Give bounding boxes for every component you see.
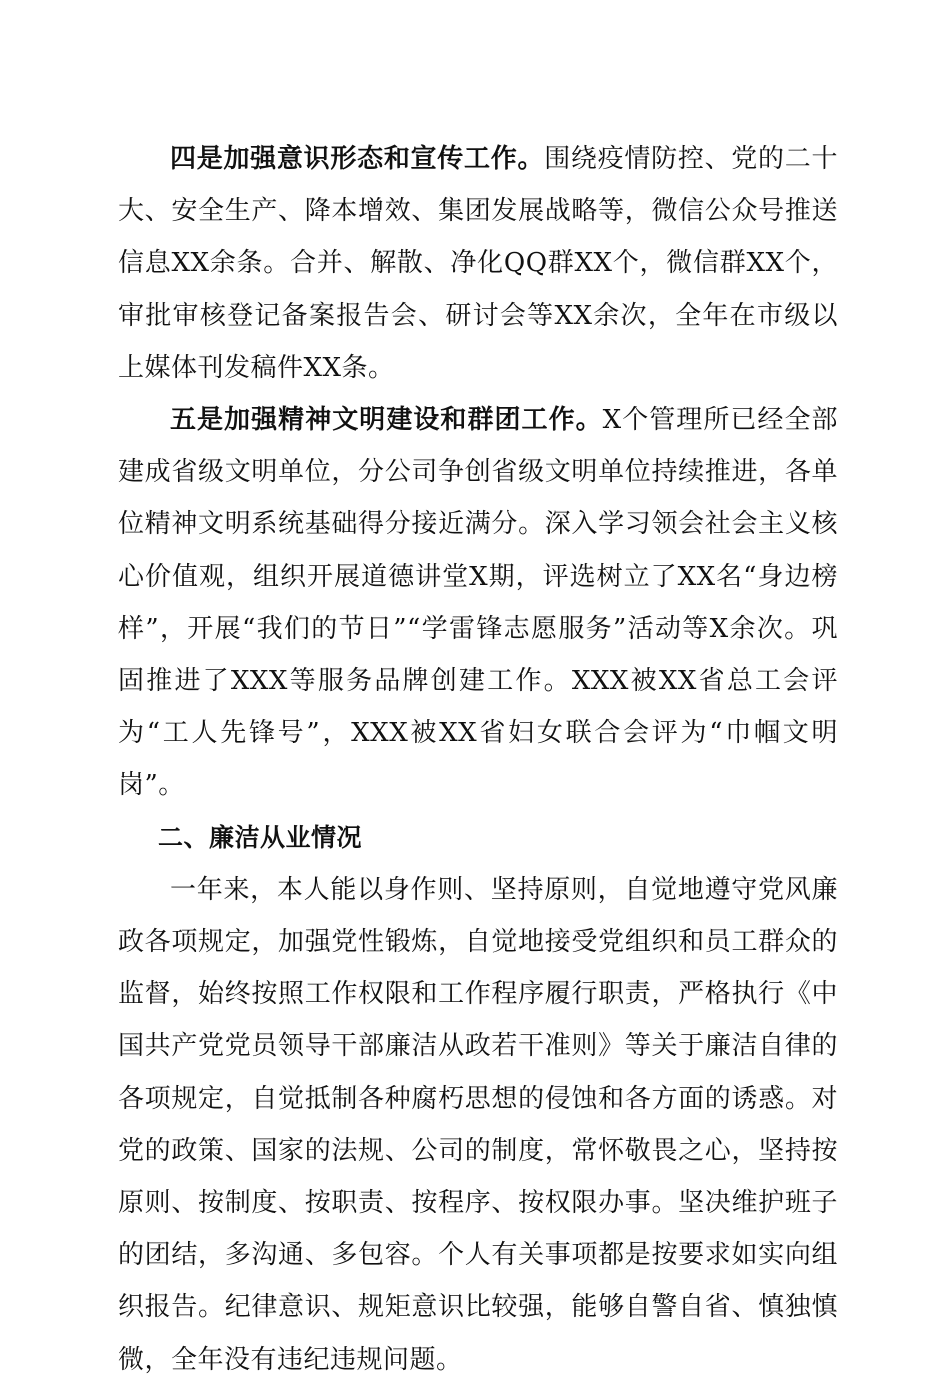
paragraph-civilization-work xyxy=(118,394,838,812)
section-heading-integrity: 二、廉洁从业情况 xyxy=(158,822,363,852)
paragraph-text-civilization: X个管理所已经全部建成省级文明单位，分公司争创省级文明单位持续推进，各单位精神文明系统基础得分接近满分。深入学习领会社会主义核心价值观，组织开展道德讲堂X期，评选树立了XX名“身边榜样”，开展“我们的节日”“学雷锋志愿服务”活动等X余次。巩固推进了XXX等服务品牌创建工作。XXX被XX省总工会评为“工人先锋号”，XXX被XX省妇女联合会评为“巾帼文明岗”。 xyxy=(118,405,838,801)
paragraph-integrity: 一年来，本人能以身作则、坚持原则，自觉地遵守党风廉政各项规定，加强党性锻炼，自觉地接受党组织和员工群众的监督，始终按照工作权限和工作程序履行职责，严格执行《中国共产党党员领导干部廉洁从政若干准则》等关于廉洁自律的各项规定，自觉抵制各种腐朽思想的侵蚀和各方面的诱惑。对党的政策、国家的法规、公司的制度，常怀敬畏之心，坚持按原则、按制度、按职责、按程序、按权限办事。坚决维护班子的团结，多沟通、多包容。个人有关事项都是按要求如实向组织报告。纪律意识、规矩意识比较强，能够自警自省、慎独慎微，全年没有违纪违规问题。 xyxy=(118,874,838,1375)
paragraph-propaganda-work xyxy=(118,133,838,394)
paragraph-lead-propaganda: 四是加强意识形态和宣传工作。 xyxy=(170,144,545,174)
document-body xyxy=(118,133,838,1386)
paragraph-lead-civilization: 五是加强精神文明建设和群团工作。 xyxy=(170,405,603,436)
paragraph-text-propaganda: 围绕疫情防控、党的二十大、安全生产、降本增效、集团发展战略等，微信公众号推送信息XX余条。合并、解散、净化QQ群XX个，微信群XX个，审批审核登记备案报告会、研讨会等XX余次，全年在市级以上媒体刊发稿件XX条。 xyxy=(118,144,838,383)
